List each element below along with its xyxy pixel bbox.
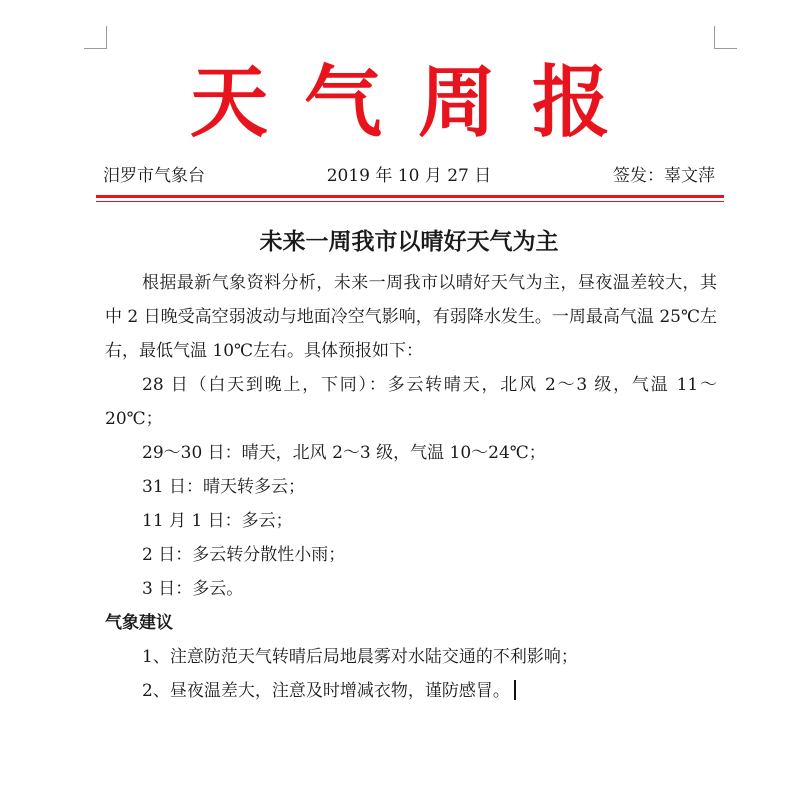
divider-thin: [96, 201, 724, 202]
text-cursor: [514, 680, 516, 700]
forecast-line: 29～30 日：晴天，北风 2～3 级，气温 10～24℃；: [142, 443, 546, 463]
forecast-line: 2 日：多云转分散性小雨；: [142, 545, 346, 565]
advice-item-text: 2、昼夜温差大，注意及时增减衣物，谨防感冒。: [142, 681, 510, 701]
forecast-line: 31 日：晴天转多云；: [142, 477, 306, 497]
crop-mark-top-right: [714, 26, 737, 49]
advice-item: 1、注意防范天气转晴后局地晨雾对水陆交通的不利影响；: [142, 647, 578, 667]
advice-heading: 气象建议: [105, 613, 173, 633]
forecast-line: 28 日（白天到晚上，下同）：多云转晴天，北风 2～3 级，气温 11～20℃；: [105, 375, 717, 429]
issuing-organization: 汨罗市气象台: [103, 166, 205, 186]
masthead-title: 天气周报: [189, 58, 646, 148]
advice-item-last: [105, 674, 717, 708]
article-body[interactable]: [105, 266, 717, 708]
forecast-line: 11 月 1 日：多云；: [142, 511, 293, 531]
forecast-line: 3 日：多云。: [142, 579, 244, 599]
issue-date: 2019 年 10 月 27 日: [326, 166, 492, 186]
info-bar: [103, 163, 715, 189]
article-headline: 未来一周我市以晴好天气为主: [259, 228, 559, 255]
crop-mark-top-left: [84, 26, 107, 49]
summary-paragraph: 根据最新气象资料分析，未来一周我市以晴好天气为主，昼夜温差较大，其中 2 日晚受高空弱波动与地面冷空气影响，有弱降水发生。一周最高气温 25℃左右，最低气温 10℃左右。具体预报如下：: [105, 273, 717, 361]
divider-thick: [96, 195, 724, 198]
signer: 签发：辜文萍: [613, 166, 715, 186]
